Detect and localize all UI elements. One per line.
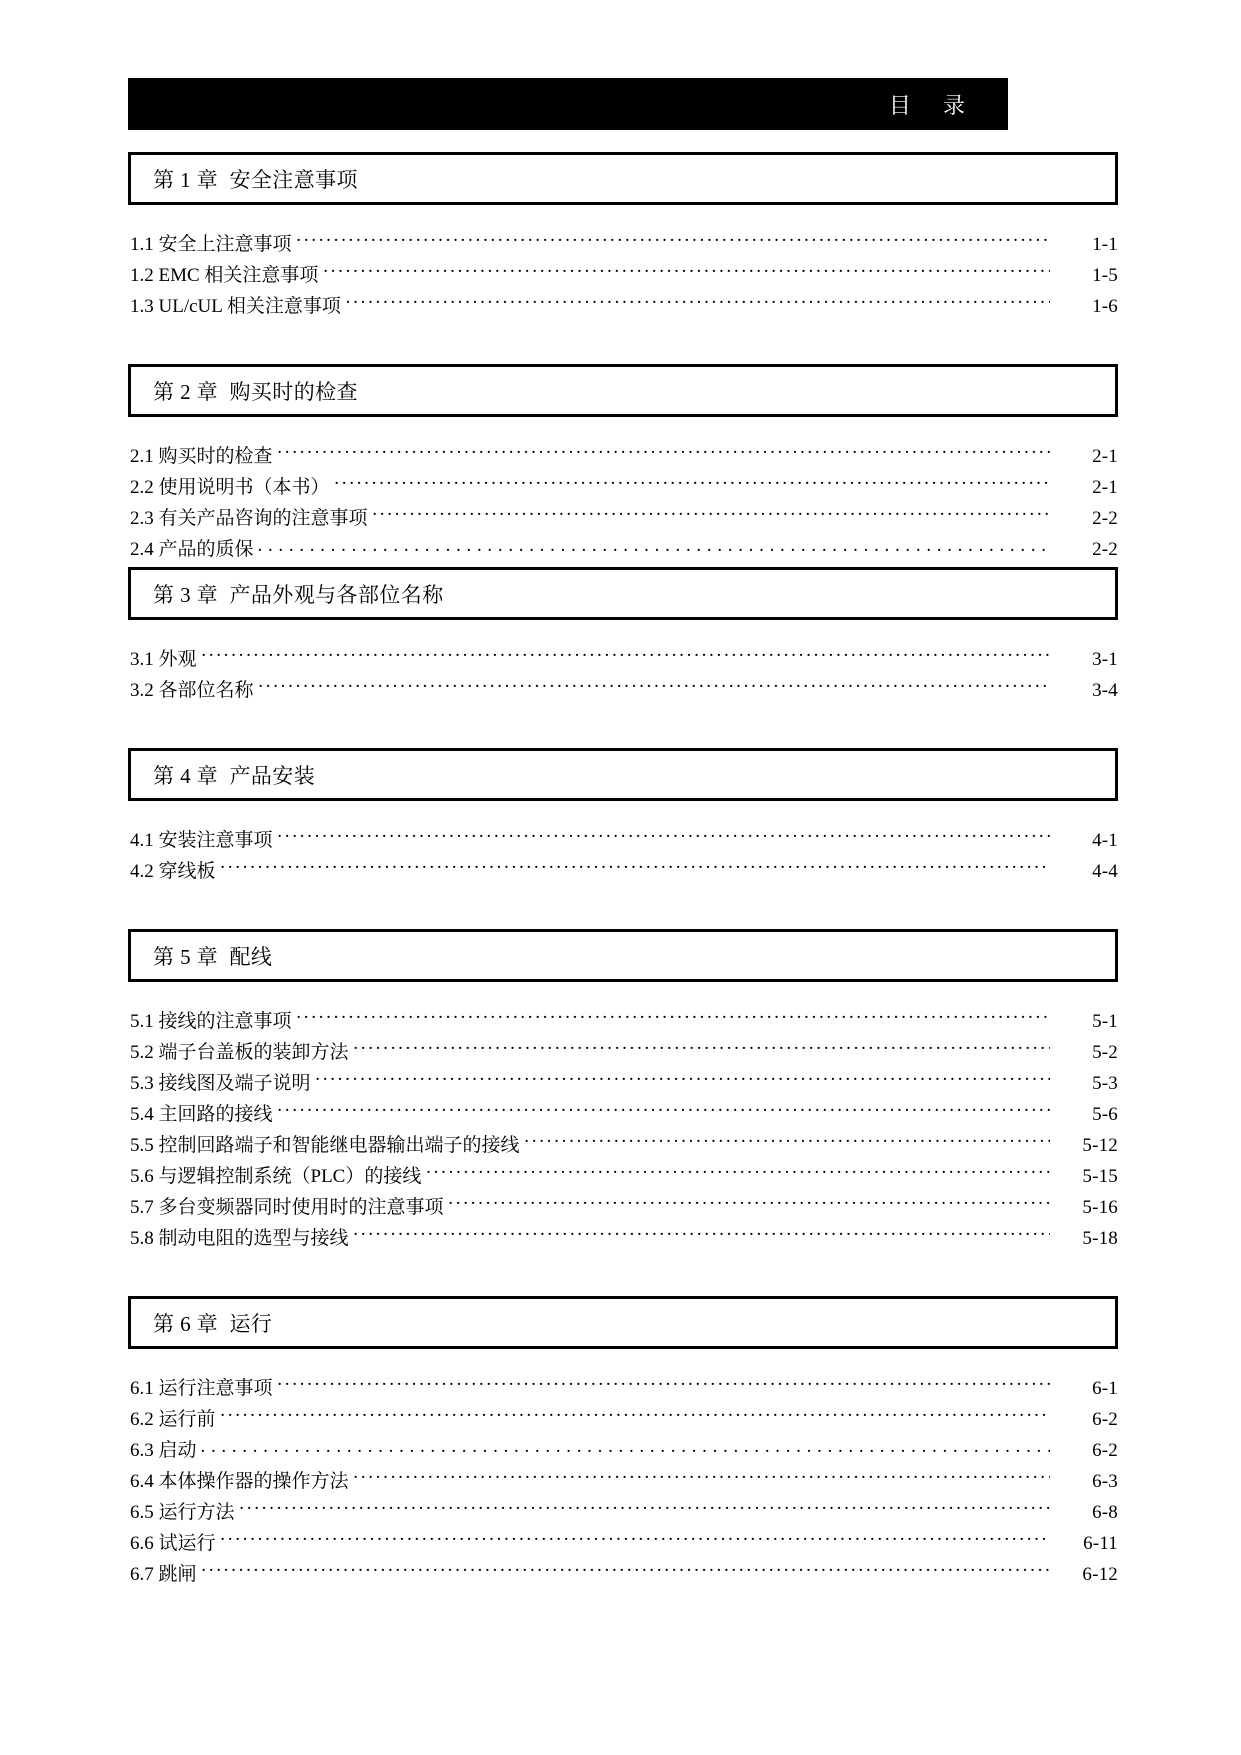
toc-entry-label: 5.8 制动电阻的选型与接线 <box>130 1228 349 1249</box>
chapter-heading-box <box>128 364 1118 417</box>
spacer <box>128 982 1118 1008</box>
chapter-heading-box <box>128 1296 1118 1349</box>
toc-entry-label: 1.1 安全上注意事项 <box>130 234 292 255</box>
toc-entry-label: 6.7 跳闸 <box>130 1564 197 1585</box>
dot-leader <box>201 1437 1050 1456</box>
dot-leader <box>315 1070 1050 1089</box>
spacer <box>128 620 1118 646</box>
toc-entry[interactable] <box>128 1499 1118 1530</box>
toc-entry-label: 6.1 运行注意事项 <box>130 1378 273 1399</box>
toc-entry[interactable] <box>128 1225 1118 1256</box>
dot-leader <box>296 231 1050 250</box>
toc-entry-page-number: 5-1 <box>1092 1011 1118 1032</box>
toc-entry-label: 5.5 控制回路端子和智能继电器输出端子的接线 <box>130 1135 520 1156</box>
toc-entry-page-number: 5-6 <box>1092 1104 1118 1125</box>
chapter-title: 第 5 章 配线 <box>153 944 273 969</box>
toc-entry[interactable] <box>128 443 1118 474</box>
toc-entry-label: 2.4 产品的质保 <box>130 539 254 560</box>
toc-entry[interactable] <box>128 1530 1118 1561</box>
toc-entry-label: 6.2 运行前 <box>130 1409 216 1430</box>
toc-entry-label: 3.2 各部位名称 <box>130 680 254 701</box>
dot-leader <box>345 293 1050 312</box>
chapter-heading-box <box>128 748 1118 801</box>
toc-entry[interactable] <box>128 505 1118 536</box>
toc-entry-page-number: 5-2 <box>1092 1042 1118 1063</box>
toc-entry[interactable] <box>128 536 1118 567</box>
spacer <box>128 1349 1118 1375</box>
toc-entry[interactable] <box>128 1561 1118 1592</box>
dot-leader <box>334 474 1050 493</box>
chapter-heading-box <box>128 929 1118 982</box>
toc-entry[interactable] <box>128 677 1118 708</box>
toc-entry-label: 1.2 EMC 相关注意事项 <box>130 265 319 286</box>
toc-entry-label: 5.7 多台变频器同时使用时的注意事项 <box>130 1197 444 1218</box>
dot-leader <box>277 443 1050 462</box>
toc-entry-page-number: 5-18 <box>1082 1228 1118 1249</box>
toc-entry-page-number: 6-2 <box>1092 1409 1118 1430</box>
chapter-title: 第 4 章 产品安装 <box>153 763 316 788</box>
dot-leader <box>220 1406 1050 1425</box>
dot-leader <box>322 262 1050 281</box>
toc-entry[interactable] <box>128 1132 1118 1163</box>
spacer <box>128 889 1118 929</box>
spacer <box>128 417 1118 443</box>
toc-entry[interactable] <box>128 474 1118 505</box>
toc-entry[interactable] <box>128 1101 1118 1132</box>
toc-entry[interactable] <box>128 1039 1118 1070</box>
chapter-title: 第 2 章 购买时的检查 <box>153 379 358 404</box>
toc-entry-label: 6.6 试运行 <box>130 1533 216 1554</box>
toc-entry-label: 6.3 启动 <box>130 1440 197 1461</box>
toc-entry[interactable] <box>128 646 1118 677</box>
toc-entry-label: 5.4 主回路的接线 <box>130 1104 273 1125</box>
chapter-entry-list <box>128 1375 1118 1592</box>
chapter-entry-list <box>128 443 1118 567</box>
toc-entry-label: 4.1 安装注意事项 <box>130 830 273 851</box>
chapter-title: 第 6 章 运行 <box>153 1311 273 1336</box>
toc-entry-page-number: 5-16 <box>1082 1197 1118 1218</box>
toc-entry-page-number: 5-15 <box>1082 1166 1118 1187</box>
toc-entry-page-number: 4-1 <box>1092 830 1118 851</box>
toc-entry-label: 5.6 与逻辑控制系统（PLC）的接线 <box>130 1166 422 1187</box>
spacer <box>128 324 1118 364</box>
dot-leader <box>353 1468 1050 1487</box>
spacer <box>128 205 1118 231</box>
toc-entry-page-number: 6-2 <box>1092 1440 1118 1461</box>
chapter-title: 第 3 章 产品外观与各部位名称 <box>153 582 444 607</box>
toc-entry-label: 1.3 UL/cUL 相关注意事项 <box>130 296 341 317</box>
toc-entry[interactable] <box>128 293 1118 324</box>
chapter-entry-list <box>128 1008 1118 1256</box>
dot-leader <box>425 1163 1050 1182</box>
toc-entry[interactable] <box>128 1375 1118 1406</box>
toc-entry-label: 6.4 本体操作器的操作方法 <box>130 1471 349 1492</box>
dot-leader <box>277 1375 1050 1394</box>
dot-leader <box>258 536 1050 555</box>
toc-entry-label: 3.1 外观 <box>130 649 197 670</box>
toc-entry-page-number: 2-1 <box>1092 446 1118 467</box>
chapter-entry-list <box>128 827 1118 889</box>
dot-leader <box>258 677 1050 696</box>
toc-entry[interactable] <box>128 1070 1118 1101</box>
chapter-title: 第 1 章 安全注意事项 <box>153 167 358 192</box>
toc-entry[interactable] <box>128 1163 1118 1194</box>
toc-entry-label: 6.5 运行方法 <box>130 1502 235 1523</box>
dot-leader <box>201 646 1050 665</box>
table-of-contents <box>128 152 1118 1592</box>
toc-entry[interactable] <box>128 1468 1118 1499</box>
dot-leader <box>372 505 1050 524</box>
dot-leader <box>201 1561 1050 1580</box>
toc-entry[interactable] <box>128 1406 1118 1437</box>
toc-entry[interactable] <box>128 231 1118 262</box>
dot-leader <box>277 827 1050 846</box>
spacer <box>128 801 1118 827</box>
toc-entry-label: 5.2 端子台盖板的装卸方法 <box>130 1042 349 1063</box>
toc-entry-page-number: 6-8 <box>1092 1502 1118 1523</box>
spacer <box>128 1256 1118 1296</box>
toc-entry-label: 4.2 穿线板 <box>130 861 216 882</box>
toc-entry-page-number: 6-11 <box>1083 1533 1118 1554</box>
dot-leader <box>524 1132 1050 1151</box>
toc-entry[interactable] <box>128 1194 1118 1225</box>
dot-leader <box>353 1039 1050 1058</box>
toc-entry[interactable] <box>128 858 1118 889</box>
chapter-entry-list <box>128 646 1118 708</box>
page-title: 目 录 <box>888 92 972 118</box>
toc-entry-page-number: 1-6 <box>1092 296 1118 317</box>
dot-leader <box>239 1499 1050 1518</box>
toc-entry[interactable] <box>128 1437 1118 1468</box>
dot-leader <box>353 1225 1050 1244</box>
toc-entry-page-number: 2-1 <box>1092 477 1118 498</box>
toc-entry-label: 5.1 接线的注意事项 <box>130 1011 292 1032</box>
dot-leader <box>277 1101 1050 1120</box>
dot-leader <box>448 1194 1050 1213</box>
toc-entry-label: 2.1 购买时的检查 <box>130 446 273 467</box>
toc-entry-page-number: 6-1 <box>1092 1378 1118 1399</box>
spacer <box>128 708 1118 748</box>
toc-entry-page-number: 3-1 <box>1092 649 1118 670</box>
toc-entry-page-number: 5-12 <box>1082 1135 1118 1156</box>
page-header-bar <box>128 78 1008 130</box>
toc-entry-page-number: 3-4 <box>1092 680 1118 701</box>
chapter-entry-list <box>128 231 1118 324</box>
toc-entry-page-number: 4-4 <box>1092 861 1118 882</box>
dot-leader <box>220 1530 1050 1549</box>
toc-entry[interactable] <box>128 1008 1118 1039</box>
toc-entry-label: 5.3 接线图及端子说明 <box>130 1073 311 1094</box>
toc-entry-page-number: 1-5 <box>1092 265 1118 286</box>
toc-entry-page-number: 1-1 <box>1092 234 1118 255</box>
toc-entry-page-number: 6-12 <box>1082 1564 1118 1585</box>
toc-entry-page-number: 5-3 <box>1092 1073 1118 1094</box>
toc-entry-page-number: 6-3 <box>1092 1471 1118 1492</box>
toc-entry-label: 2.3 有关产品咨询的注意事项 <box>130 508 368 529</box>
dot-leader <box>296 1008 1050 1027</box>
toc-entry[interactable] <box>128 262 1118 293</box>
dot-leader <box>220 858 1050 877</box>
toc-entry-page-number: 2-2 <box>1092 508 1118 529</box>
toc-entry-page-number: 2-2 <box>1092 539 1118 560</box>
chapter-heading-box <box>128 152 1118 205</box>
chapter-heading-box <box>128 567 1118 620</box>
toc-entry-label: 2.2 使用说明书（本书） <box>130 477 330 498</box>
toc-entry[interactable] <box>128 827 1118 858</box>
